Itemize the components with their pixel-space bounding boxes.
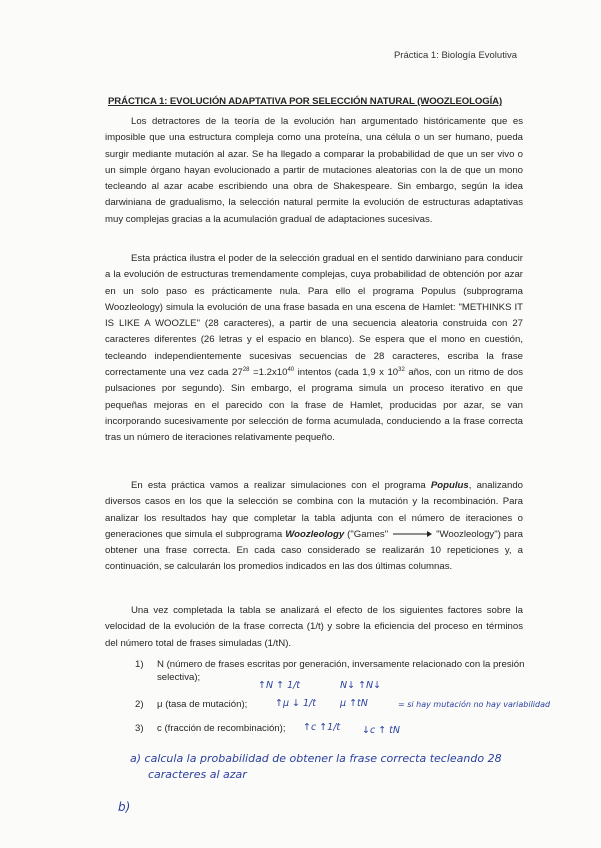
- paragraph-intro: Los detractores de la teoría de la evolución han argumentado históricamente que es imposible que una estructura compleja como una proteína, una célula o un ser humano, pueda surgir mediante mutación al azar. Se ha llegado a comparar la probabilidad de que un ser vivo o un simple órgano hayan evolucionado a partir de mutaciones aleatorias con la de que un mono tecleando al azar acabe escribiendo una obra de Shakespeare. Sin embargo, según la idea darwiniana de gradualismo, la selección natural permite la evolución de estructuras adaptativas muy complejas gracias a la acumulación gradual de adaptaciones sucesivas.: [105, 116, 523, 225]
- handwritten-question-a-line-1: a) calcula la probabilidad de obtener la frase correcta tecleando 28: [130, 752, 502, 765]
- handwritten-note-mu-3: = si hay mutación no hay variabilidad: [398, 700, 551, 709]
- paragraph-simulations: [105, 478, 523, 576]
- handwritten-note-c-2: ↓c ↑ tN: [362, 725, 401, 736]
- paragraph-simulations-text-1: En esta práctica vamos a realizar simulaciones con el programa: [131, 480, 431, 491]
- paragraph-simulations-text-2: , analizando diversos casos en los que la selección se combina con la mutación y la recombinación. Para analizar los resultados hay que completar la tabla adjunta con el número de iteraciones o generaciones que simula el subprograma: [105, 480, 523, 540]
- handwritten-note-n-1: ↑N ↑ 1/t: [258, 680, 301, 691]
- woozleology-emphasis: Woozleology: [285, 528, 345, 540]
- paragraph-simulations-text-3: "Woozleology") para obtener una frase correcta. En cada caso considerado se realizarán 10 repeticiones y, a continuación, se calcularán los promedios indicados en las dos últimas columnas.: [105, 528, 524, 573]
- handwritten-question-a-line-2: caracteres al azar: [148, 768, 247, 781]
- handwritten-note-n-2: N↓ ↑N↓: [340, 680, 382, 691]
- page-header: Práctica 1: Biología Evolutiva: [393, 50, 517, 61]
- list-item-text: c (fracción de recombinación);: [157, 723, 286, 734]
- paragraph-populus: [105, 251, 523, 447]
- handwritten-note-mu-1: ↑μ ↓ 1/t: [275, 698, 316, 709]
- handwritten-note-c-1: ↑c ↑1/t: [303, 722, 341, 733]
- exponent-28: 28: [242, 366, 250, 373]
- paragraph-populus-text-3: intentos (cada 1,9 x 10: [294, 367, 399, 379]
- list-item-number: 1): [135, 659, 144, 670]
- list-item-number: 3): [135, 723, 144, 734]
- list-item-text: μ (tasa de mutación);: [157, 699, 248, 710]
- exponent-32: 32: [398, 366, 405, 373]
- handwritten-note-mu-2: μ ↑tN: [340, 698, 368, 709]
- paragraph-analysis: Una vez completada la tabla se analizará el efecto de los siguientes factores sobre la velocidad de la evolución de la frase correcta (1/t) y sobre la eficiencia del proceso en términos del número total de frases simuladas (1/tN).: [105, 605, 523, 649]
- list-item-text: N (número de frases escritas por generación, inversamente relacionado con la presión selectiva);: [157, 659, 525, 683]
- paragraph-populus-text-2: =1.2x10: [249, 367, 288, 379]
- paragraph-populus-text-4: años, con un ritmo de dos pulsaciones por segundo). Sin embargo, el programa simula un proceso iterativo en que pequeñas mejoras en el parecido con la frase de Hamlet, producidas por azar, se van incorporando sucesivamente por selección de forma acumulada, conduciendo a la frase correcta tras un número de iteraciones relativamente pequeño.: [105, 367, 523, 444]
- populus-emphasis: Populus: [430, 480, 469, 491]
- handwritten-question-b: b): [118, 800, 131, 814]
- games-label: ("Games": [344, 528, 392, 540]
- exponent-40: 40: [287, 366, 295, 373]
- paragraph-populus-text-1: Esta práctica ilustra el poder de la selección gradual en el sentido darwiniano para conducir a la evolución de estructuras tremendamente complejas, cuya probabilidad de obtención por azar en un solo paso es prácticamente nula. Para ello el programa Populus (subprograma Woozleology) simula la evolución de una frase basada en una escena de Hamlet: "METHINKS IT IS LIKE A WOOZLE" (28 caracteres), a partir de una secuencia aleatoria construida con 27 caracteres diferentes (26 letras y el espacio en blanco). Se espera que el mono en cuestión, tecleando independientemente sucesivas secuencias de 28 caracteres, escriba la frase correctamente una vez cada 27: [105, 253, 523, 379]
- long-arrow-right-icon: [391, 530, 433, 538]
- list-item-number: 2): [135, 699, 144, 710]
- document-title: PRÁCTICA 1: EVOLUCIÓN ADAPTATIVA POR SELECCIÓN NATURAL (WOOZLEOLOGÍA): [108, 96, 503, 107]
